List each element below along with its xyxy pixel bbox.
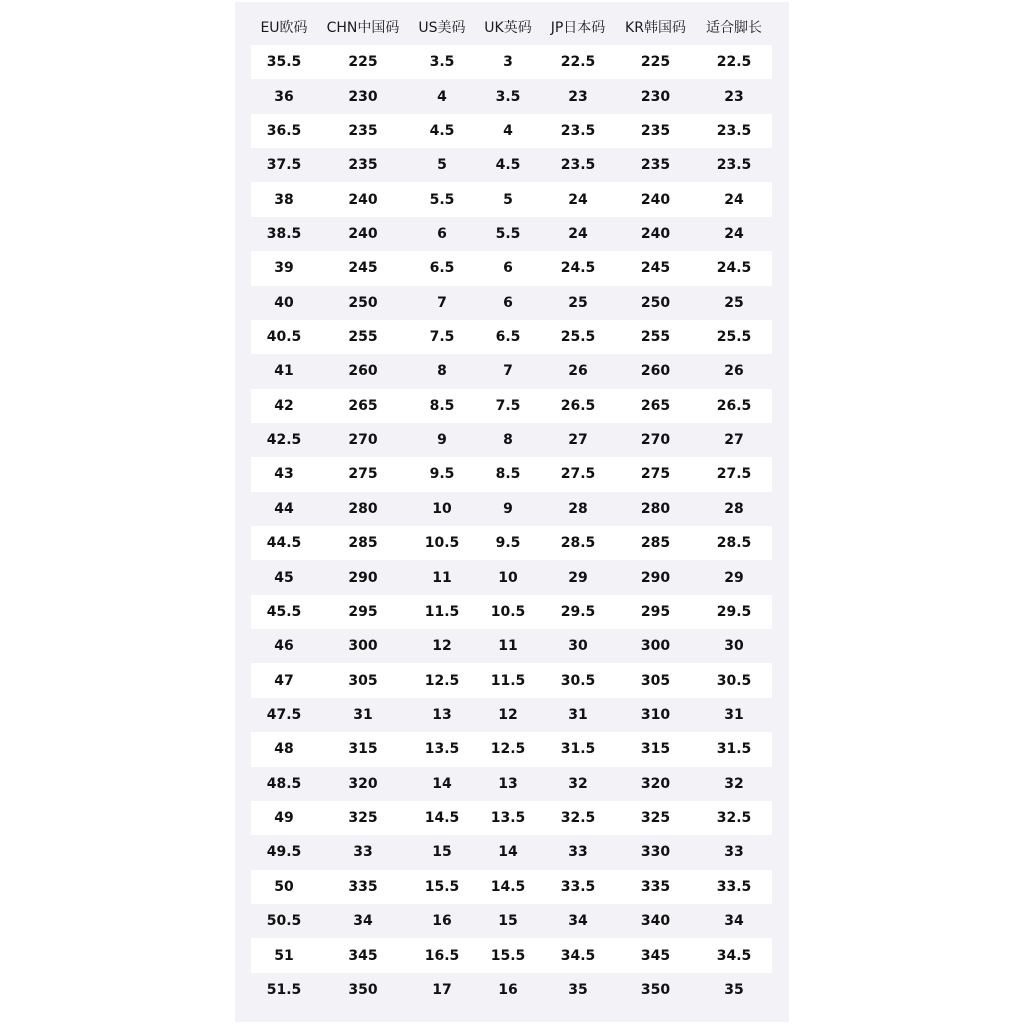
cell-uk: 14.5: [490, 878, 526, 895]
cell-foot-length: 30: [724, 638, 744, 655]
cell-jp: 23.5: [560, 122, 596, 139]
cell-jp: 26.5: [560, 397, 596, 414]
cell-us: 12: [432, 638, 452, 655]
cell-eu: 40.5: [266, 329, 302, 346]
cell-eu: 50.5: [266, 913, 302, 930]
table-row: [251, 629, 772, 663]
table-row: [251, 45, 772, 79]
cell-uk: 10: [498, 569, 518, 586]
cell-us: 7: [437, 294, 447, 311]
cell-jp: 23: [568, 88, 588, 105]
cell-chn: 255: [348, 329, 378, 346]
cell-chn: 34: [353, 913, 373, 930]
cell-kr: 270: [640, 432, 671, 449]
header-kr: KR韩国码: [625, 20, 686, 36]
cell-eu: 41: [274, 363, 294, 380]
header-jp: JP日本码: [550, 20, 606, 36]
cell-eu: 38: [274, 191, 294, 208]
cell-uk: 4: [503, 122, 513, 139]
cell-kr: 240: [640, 225, 671, 242]
table-row: [251, 938, 772, 972]
table-row: [251, 79, 772, 113]
cell-jp: 30.5: [560, 672, 596, 689]
cell-foot-length: 28.5: [716, 535, 752, 552]
cell-uk: 16: [498, 981, 518, 998]
cell-kr: 235: [640, 157, 671, 174]
cell-jp: 25: [568, 294, 588, 311]
cell-eu: 49: [274, 810, 294, 827]
cell-us: 8: [437, 363, 447, 380]
cell-jp: 25.5: [560, 329, 596, 346]
cell-foot-length: 31.5: [716, 741, 752, 758]
cell-eu: 51: [274, 947, 294, 964]
table-body: [251, 45, 772, 1007]
cell-chn: 345: [348, 947, 378, 964]
cell-jp: 24: [568, 225, 588, 242]
cell-us: 14.5: [424, 810, 460, 827]
cell-kr: 230: [640, 88, 671, 105]
cell-eu: 48.5: [266, 775, 302, 792]
cell-foot-length: 34: [724, 913, 744, 930]
cell-eu: 42: [274, 397, 294, 414]
cell-foot-length: 32.5: [716, 810, 752, 827]
cell-chn: 235: [348, 157, 378, 174]
cell-us: 8.5: [429, 397, 455, 414]
cell-jp: 33: [568, 844, 588, 861]
cell-uk: 12.5: [490, 741, 526, 758]
cell-kr: 305: [640, 672, 671, 689]
cell-foot-length: 34.5: [716, 947, 752, 964]
cell-jp: 27: [568, 432, 588, 449]
cell-uk: 9.5: [495, 535, 521, 552]
cell-chn: 320: [348, 775, 378, 792]
cell-jp: 28: [568, 500, 588, 517]
cell-uk: 13: [498, 775, 518, 792]
cell-eu: 43: [274, 466, 294, 483]
cell-uk: 7.5: [495, 397, 521, 414]
cell-us: 17: [432, 981, 452, 998]
header-foot-length: 适合脚长: [706, 20, 762, 36]
cell-us: 16: [432, 913, 452, 930]
table-row: [251, 560, 772, 594]
cell-uk: 5: [503, 191, 513, 208]
cell-kr: 300: [640, 638, 671, 655]
cell-chn: 335: [348, 878, 378, 895]
cell-eu: 47: [274, 672, 294, 689]
cell-kr: 330: [640, 844, 671, 861]
cell-foot-length: 26: [724, 363, 744, 380]
cell-eu: 50: [274, 878, 294, 895]
cell-eu: 38.5: [266, 225, 302, 242]
table-row: [251, 767, 772, 801]
table-row: [251, 595, 772, 629]
cell-us: 9.5: [429, 466, 455, 483]
table-row: [251, 423, 772, 457]
cell-foot-length: 33.5: [716, 878, 752, 895]
table-row: [251, 663, 772, 697]
cell-us: 9: [437, 432, 447, 449]
table-row: [251, 354, 772, 388]
cell-us: 16.5: [424, 947, 460, 964]
cell-kr: 245: [640, 260, 671, 277]
cell-kr: 315: [640, 741, 671, 758]
cell-uk: 14: [498, 844, 518, 861]
cell-chn: 295: [348, 603, 378, 620]
cell-chn: 285: [348, 535, 378, 552]
cell-foot-length: 24: [724, 191, 744, 208]
cell-chn: 350: [348, 981, 378, 998]
cell-chn: 275: [348, 466, 378, 483]
cell-chn: 265: [348, 397, 378, 414]
cell-kr: 325: [640, 810, 671, 827]
cell-eu: 44: [274, 500, 294, 517]
cell-eu: 39: [274, 260, 294, 277]
cell-uk: 4.5: [495, 157, 521, 174]
cell-foot-length: 29.5: [716, 603, 752, 620]
cell-jp: 22.5: [560, 54, 596, 71]
cell-us: 12.5: [424, 672, 460, 689]
cell-foot-length: 25: [724, 294, 744, 311]
cell-uk: 15.5: [490, 947, 526, 964]
cell-kr: 350: [640, 981, 671, 998]
cell-chn: 300: [348, 638, 378, 655]
cell-foot-length: 26.5: [716, 397, 752, 414]
cell-kr: 320: [640, 775, 671, 792]
cell-eu: 51.5: [266, 981, 302, 998]
cell-chn: 245: [348, 260, 378, 277]
cell-jp: 28.5: [560, 535, 596, 552]
table-row: [251, 182, 772, 216]
cell-uk: 5.5: [495, 225, 521, 242]
cell-jp: 29.5: [560, 603, 596, 620]
table-row: [251, 320, 772, 354]
cell-jp: 31: [568, 707, 588, 723]
cell-chn: 33: [353, 844, 373, 861]
cell-uk: 3: [503, 54, 513, 71]
cell-chn: 305: [348, 672, 378, 689]
cell-jp: 23.5: [560, 157, 596, 174]
cell-eu: 37.5: [266, 157, 302, 174]
cell-kr: 275: [640, 466, 671, 483]
cell-chn: 225: [348, 54, 378, 71]
cell-chn: 270: [348, 432, 378, 449]
cell-jp: 35: [568, 981, 588, 998]
table-row: [251, 904, 772, 938]
cell-chn: 235: [348, 122, 378, 139]
cell-foot-length: 27.5: [716, 466, 752, 483]
cell-kr: 285: [640, 535, 671, 552]
cell-kr: 335: [640, 878, 671, 895]
table-row: [251, 801, 772, 835]
header-uk: UK英码: [484, 20, 532, 36]
cell-us: 15.5: [424, 878, 460, 895]
cell-foot-length: 31: [724, 707, 744, 723]
cell-uk: 8.5: [495, 466, 521, 483]
cell-us: 10.5: [424, 535, 460, 552]
cell-chn: 315: [348, 741, 378, 758]
cell-foot-length: 32: [724, 775, 744, 792]
cell-uk: 12: [498, 707, 518, 723]
cell-us: 15: [432, 844, 452, 861]
cell-foot-length: 33: [724, 844, 744, 861]
cell-uk: 15: [498, 913, 518, 930]
cell-us: 3.5: [429, 54, 455, 71]
cell-jp: 34: [568, 913, 588, 930]
cell-eu: 35.5: [266, 54, 302, 71]
table-row: [251, 148, 772, 182]
cell-jp: 30: [568, 638, 588, 655]
cell-eu: 47.5: [266, 707, 302, 723]
cell-us: 13.5: [424, 741, 460, 758]
cell-eu: 42.5: [266, 432, 302, 449]
cell-jp: 32: [568, 775, 588, 792]
cell-uk: 11: [498, 638, 518, 655]
cell-kr: 255: [640, 329, 671, 346]
cell-chn: 280: [348, 500, 378, 517]
cell-kr: 295: [640, 603, 671, 620]
cell-us: 4: [437, 88, 447, 105]
cell-eu: 48: [274, 741, 294, 758]
table-row: [251, 732, 772, 766]
cell-us: 6.5: [429, 260, 455, 277]
cell-eu: 36: [274, 88, 294, 105]
cell-us: 5: [437, 157, 447, 174]
cell-us: 10: [432, 500, 452, 517]
cell-kr: 345: [640, 947, 671, 964]
cell-chn: 240: [348, 225, 378, 242]
cell-us: 5.5: [429, 191, 455, 208]
cell-uk: 7: [503, 363, 513, 380]
cell-kr: 280: [640, 500, 671, 517]
cell-kr: 290: [640, 569, 671, 586]
cell-kr: 260: [640, 363, 671, 380]
cell-foot-length: 28: [724, 500, 744, 517]
cell-foot-length: 23.5: [716, 122, 752, 139]
cell-us: 7.5: [429, 329, 455, 346]
cell-us: 13: [432, 707, 452, 723]
cell-eu: 46: [274, 638, 294, 655]
table-row: [251, 251, 772, 285]
table-row: [251, 835, 772, 869]
cell-eu: 49.5: [266, 844, 302, 861]
table-row: [251, 114, 772, 148]
cell-jp: 33.5: [560, 878, 596, 895]
cell-kr: 250: [640, 294, 671, 311]
cell-jp: 26: [568, 363, 588, 380]
table-row: [251, 286, 772, 320]
cell-us: 4.5: [429, 122, 455, 139]
cell-uk: 13.5: [490, 810, 526, 827]
cell-jp: 24.5: [560, 260, 596, 277]
cell-kr: 240: [640, 191, 671, 208]
cell-uk: 6: [503, 260, 513, 277]
cell-foot-length: 27: [724, 432, 744, 449]
table-row: [251, 217, 772, 251]
table-row: [251, 389, 772, 423]
cell-chn: 290: [348, 569, 378, 586]
cell-jp: 31.5: [560, 741, 596, 758]
table-row: [251, 457, 772, 491]
table-header: [251, 12, 772, 44]
cell-kr: 265: [640, 397, 671, 414]
table-row: [251, 870, 772, 904]
cell-us: 11.5: [424, 603, 460, 620]
cell-uk: 3.5: [495, 88, 521, 105]
table-row: [251, 492, 772, 526]
cell-foot-length: 23.5: [716, 157, 752, 174]
cell-foot-length: 22.5: [716, 54, 752, 71]
cell-foot-length: 23: [724, 88, 744, 105]
header-us: US美码: [418, 20, 466, 36]
cell-eu: 45: [274, 569, 294, 586]
cell-chn: 240: [348, 191, 378, 208]
cell-jp: 34.5: [560, 947, 596, 964]
cell-uk: 9: [503, 500, 513, 517]
cell-foot-length: 29: [724, 569, 744, 586]
cell-uk: 6.5: [495, 329, 521, 346]
cell-foot-length: 25.5: [716, 329, 752, 346]
cell-jp: 27.5: [560, 466, 596, 483]
cell-us: 14: [432, 775, 452, 792]
cell-kr: 310: [640, 707, 671, 723]
size-chart-panel: [235, 2, 789, 1022]
table-row: [251, 526, 772, 560]
cell-chn: 250: [348, 294, 378, 311]
table-row: [251, 698, 772, 732]
cell-eu: 45.5: [266, 603, 302, 620]
cell-jp: 29: [568, 569, 588, 586]
cell-eu: 44.5: [266, 535, 302, 552]
cell-foot-length: 30.5: [716, 672, 752, 689]
cell-uk: 6: [503, 294, 513, 311]
cell-kr: 235: [640, 122, 671, 139]
cell-us: 11: [432, 569, 452, 586]
cell-uk: 10.5: [490, 603, 526, 620]
cell-jp: 24: [568, 191, 588, 208]
cell-chn: 31: [353, 707, 373, 723]
cell-uk: 8: [503, 432, 513, 449]
cell-foot-length: 35: [724, 981, 744, 998]
header-chn: CHN中国码: [326, 20, 400, 36]
cell-foot-length: 24: [724, 225, 744, 242]
cell-kr: 340: [640, 913, 671, 930]
cell-chn: 325: [348, 810, 378, 827]
header-eu: EU欧码: [260, 20, 308, 36]
cell-uk: 11.5: [490, 672, 526, 689]
cell-kr: 225: [640, 54, 671, 71]
cell-chn: 260: [348, 363, 378, 380]
cell-eu: 36.5: [266, 122, 302, 139]
cell-foot-length: 24.5: [716, 260, 752, 277]
cell-chn: 230: [348, 88, 378, 105]
cell-us: 6: [437, 225, 447, 242]
table-row: [251, 973, 772, 1007]
cell-jp: 32.5: [560, 810, 596, 827]
cell-eu: 40: [274, 294, 294, 311]
